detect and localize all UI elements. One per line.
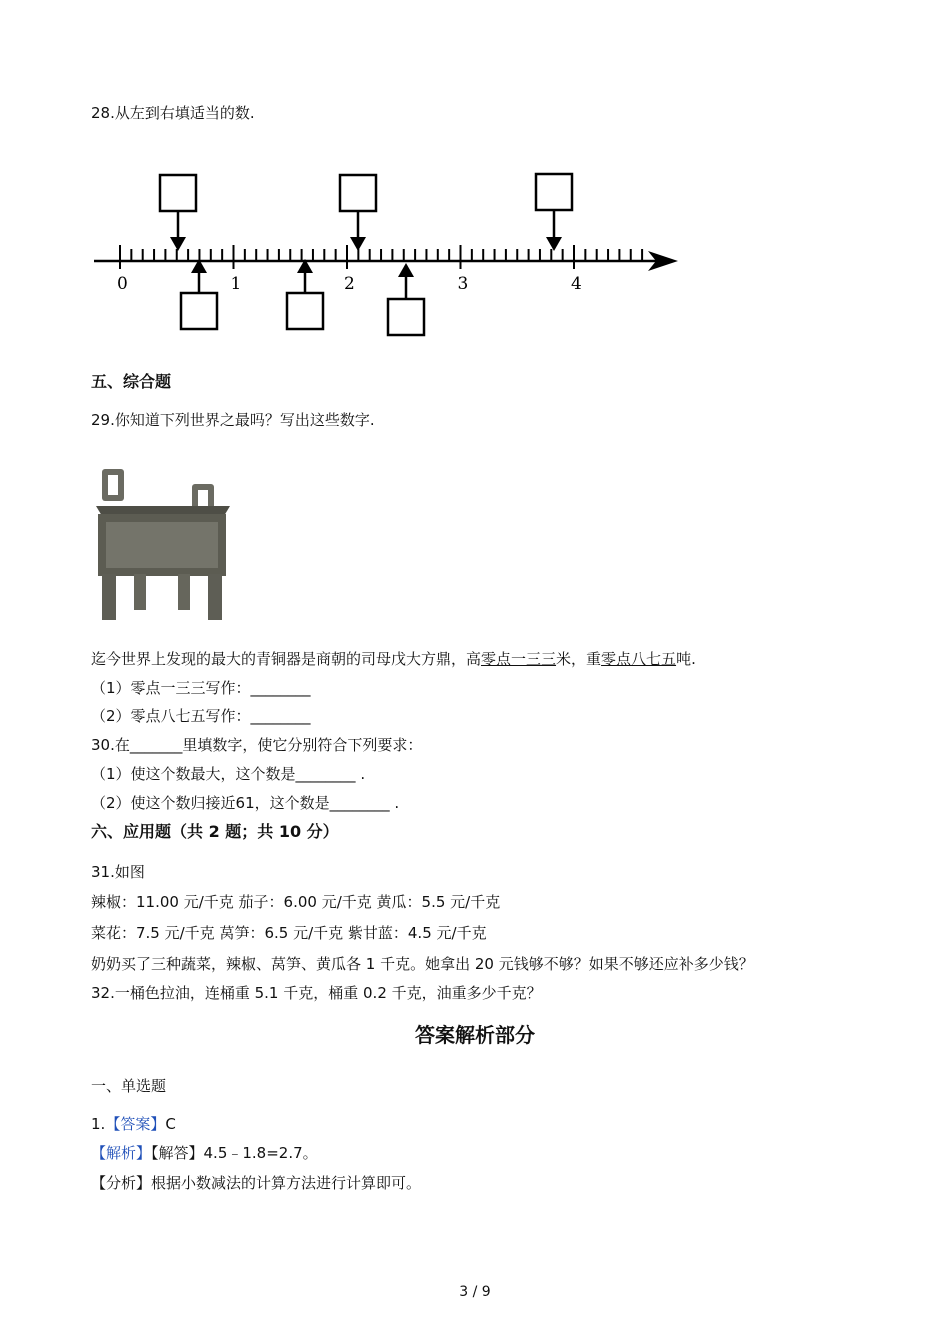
arrow-heads	[170, 237, 562, 277]
q29-underline-1: 零点一三三	[481, 650, 557, 668]
q31-title: 31.如图	[91, 863, 145, 881]
answer-box[interactable]	[388, 299, 424, 335]
q31-price-line-1: 辣椒：11.00 元/千克 茄子：6.00 元/千克 黄瓜：5.5 元/千克	[91, 893, 501, 911]
q30-sub-2: （2）使这个数归接近61，这个数是________ .	[91, 794, 400, 812]
answers-heading: 答案解析部分	[415, 1023, 535, 1047]
number-line-figure	[88, 165, 688, 345]
q29-text-c: 吨.	[676, 650, 696, 668]
section-5-heading: 五、综合题	[91, 372, 172, 391]
tick-label: 2	[344, 274, 355, 294]
answers-sub-heading: 一、单选题	[91, 1077, 167, 1095]
tick-label: 3	[457, 274, 469, 294]
q29-underline-2: 零点八七五	[601, 650, 677, 668]
q29-paragraph	[91, 649, 696, 669]
q29-sub-1: （1）零点一三三写作：________	[91, 679, 311, 697]
q28-title: 28.从左到右填适当的数.	[91, 104, 255, 122]
q31-price-line-2: 菜花：7.5 元/千克 莴笋：6.5 元/千克 紫甘蓝：4.5 元/千克	[91, 924, 487, 942]
q29-text-a: 迄今世界上发现的最大的青铜器是商朝的司母戊大方鼎，高	[91, 650, 482, 668]
q32-title: 32.一桶色拉油，连桶重 5.1 千克，桶重 0.2 千克，油重多少千克？	[91, 984, 542, 1002]
answer-1	[91, 1114, 176, 1134]
q30-title: 30.在_______里填数字，使它分别符合下列要求：	[91, 736, 423, 754]
bronze-ding-image	[92, 464, 232, 624]
answer-box[interactable]	[160, 175, 196, 211]
answer-tag: 【答案】	[105, 1115, 166, 1133]
q29-text-b: 米，重	[556, 650, 602, 668]
page-number: 3 / 9	[459, 1284, 491, 1300]
answer-1-explanation	[91, 1143, 318, 1163]
answer-box[interactable]	[536, 174, 572, 210]
answer-1-number: 1.	[91, 1115, 106, 1133]
q29-sub-2: （2）零点八七五写作：________	[91, 707, 311, 725]
tick-label: 0	[117, 274, 128, 294]
tick-label: 4	[571, 274, 582, 294]
explanation-tag: 【解析】	[91, 1144, 152, 1162]
q29-title: 29.你知道下列世界之最吗？写出这些数字.	[91, 411, 375, 429]
explanation-text: 【解答】4.5﹣1.8=2.7。	[151, 1144, 318, 1162]
answer-1-value: C	[165, 1115, 176, 1133]
answer-box[interactable]	[287, 293, 323, 329]
section-6-heading: 六、应用题（共 2 题；共 10 分）	[91, 822, 339, 841]
answer-box[interactable]	[340, 175, 376, 211]
answer-box[interactable]	[181, 293, 217, 329]
answer-1-analysis: 【分析】根据小数减法的计算方法进行计算即可。	[91, 1174, 422, 1192]
tick-label: 1	[230, 274, 242, 294]
q30-sub-1: （1）使这个数最大，这个数是________ .	[91, 765, 366, 783]
q31-question: 奶奶买了三种蔬菜，辣椒、莴笋、黄瓜各 1 千克。她拿出 20 元钱够不够？如果不够还应补多少钱？	[91, 955, 754, 973]
